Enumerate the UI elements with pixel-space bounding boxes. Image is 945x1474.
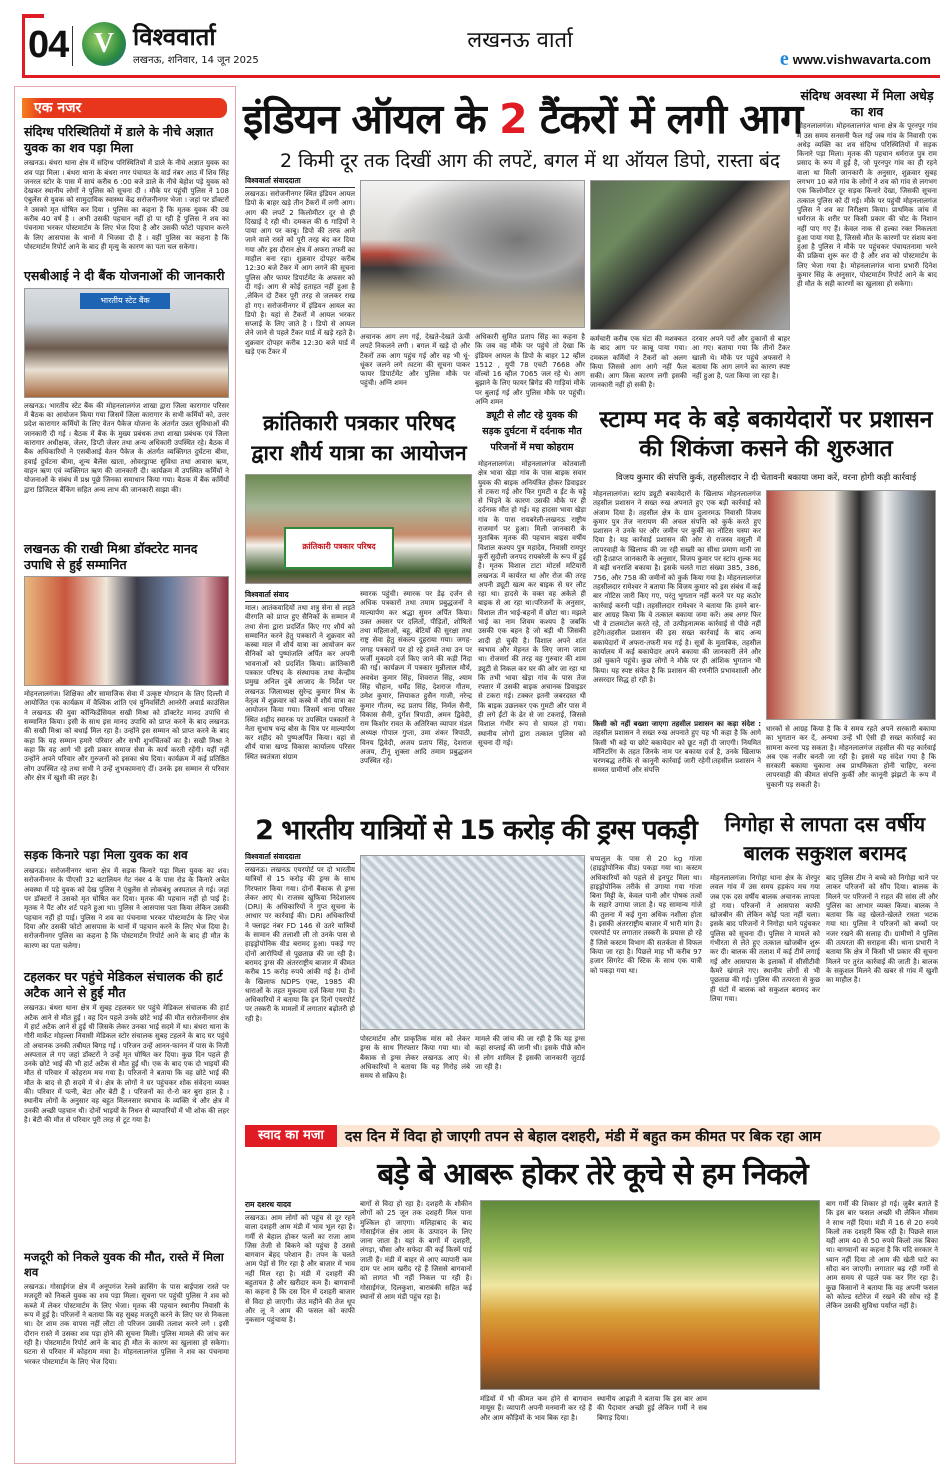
article-headline: एसबीआई ने दी बैंक योजनाओं की जानकारी (24, 268, 225, 284)
article-body: स्मारक पहुंची। स्मारक पर डेढ़ दर्जन से अधिक पत्रकारों तथा तमाम प्रबुद्धजनों ने माल्यार्पण कर श्रद्धा सुमन अर्पित किया। उक्त अवसर पर दलितों, पीड़ितों, शोषितों तथा महिलाओं, बहू, बेटियों की सुरक्षा तथा राष्ट्र सेवा हेतु संकल्प दुहराया गया। जगह-जगह पत्रकारों पर हो रहे हमले तथा उन पर फर्जी मुकदमे दर्ज किए जाने की कड़ी निंदा की गई। कार्यक्रम में पत्रकार मुन्नीलाल मौर्य, अवधेश कुमार सिंह, शिवराज सिंह, श्याम सिंह चौहान, धर्मेंद्र सिंह, देशराज गौतम, उमेश कुमार, लियाकत हुसैन गाजी, नरेन्द्र कुमार गौतम, रुद्र प्रताप सिंह, निर्मल सैनी, विकास सैनी, दुर्गेश त्रिपाठी, अमन द्विवेदी, राम किशोर रावत के अतिरिक्त व्यापार मंडल अध्यक्ष गोपाल गुप्ता, उमा शंकर त्रिपाठी, विनय द्विवेदी, अजय प्रताप सिंह, देशराज अजय, टीनू शुक्ला आदि तमाम प्रबुद्धजन उपस्थित रहे। (360, 590, 472, 766)
article-body: स्थानीय आढ़ती ने बताया कि इस बार आम की पैदावार अच्छी हुई लेकिन गर्मी ने सब बिगाड़ दिया। (597, 1395, 707, 1422)
bank-sign: भारतीय स्टेट बैंक (80, 293, 170, 309)
article-body: बाद पुलिस टीम ने बच्चे को निगोहा थाने पर लाकर परिजनों को सौंप दिया। बालक के मिलने पर परिजनों ने राहत की सांस ली और पुलिस का आभार व्यक्त किया। बालक ने बताया कि वह खेलते-खेलते रास्ता भटक गया था। पुलिस ने परिजनों को बच्चों पर नजर रखने की सलाह दी। ग्रामीणों ने पुलिस की तत्परता की सराहना की। थाना प्रभारी ने बताया कि क्षेत्र में किसी भी प्रकार की सूचना मिलने पर तुरंत कार्रवाई की जाती है। बालक के सकुशल मिलने की खबर से गांव में खुशी का माहौल है। (826, 874, 938, 985)
byline: राम दशरथ यादव (245, 1200, 355, 1212)
kranti-headline: क्रांतिकारी पत्रकार परिषद द्वारा शौर्य यात्रा का आयोजन (251, 411, 467, 465)
article-headline: मजदूरी को निकले युवक की मौत, रास्ते में मिला शव (24, 1250, 224, 1279)
article-body: अचानक आग लग गई, देखते-देखते ऊंची लपटें निकलने लगी । बगल में खड़े दो और टैंकरों तक आग पहुंच गई और वह भी धूं-धूंकर जलने लगे ।घटना की सूचना पाकर फायर डिपार्टमेंट और पुलिस मौके पर पहुंची। अग्नि शमन (360, 333, 470, 388)
article-headline: संदिग्ध अवस्था में मिला अधेड़ का शव (800, 88, 934, 119)
burnt-tankers-photo (590, 180, 790, 330)
article-body: लखनऊ। गोसाईगंज क्षेत्र में अनूपगंज रेलवे क्रासिंग के पास बाईपास रास्ते पर मजदूरी को निकले युवक का शव पड़ा मिला। सूचना पर पहुंची पुलिस ने शव को कब्जे में लेकर पोस्टमार्टम के लिए भेजा। मृतक की पहचान स्थानीय निवासी के रूप में हुई है। परिजनों ने बताया कि वह सुबह मजदूरी करने के लिए घर से निकला था। देर शाम तक वापस नहीं लौटा तो परिजन उसकी तलाश करने लगे । इसी दौरान रास्ते में उसका शव पड़ा होने की सूचना मिली। पुलिस मामले की जांच कर रही है। पोस्टमार्टम रिपोर्ट आने के बाद ही मौत के कारण का खुलासा हो सकेगा। घटना से परिवार में कोहराम मचा है। मोहनलालगंज पुलिस ने शव का पंचनामा भरकर पोस्टमार्टम के लिए भेज दिया। (24, 1283, 229, 1366)
seized-drugs-photo (360, 855, 585, 1030)
article-body: लखनऊ। सरोजनीनगर थाना क्षेत्र में सड़क किनारे पड़ा मिला युवक का शव। सरोजनीनगर के पीएसी 32 बटालियन गेट नंबर 4 के पास रोड के किनारे अचेत अवस्था में पड़े युवक को देख पुलिस ने एंबुलेंस से लोकबंधु अस्पताल ले गई। जहां पर डॉक्टरों ने उसको मृत घोषित कर दिया। मृतक की पहचान नहीं हो पाई है। मृतक ने पैंट और शर्ट पहने हुआ था। पुलिस ने आसपास पता किया लेकिन उसकी पहचान नहीं हो पाई। पुलिस ने शव का पंचनामा भरकर पोस्टमार्टम के लिए भेज दिया और उसकी फोटो आसपास के थानों में पहचान करने के लिए भेज दिया है। सरोजनीनगर पुलिस का कहना है कि पोस्टमार्टम रिपोर्ट आने के बाद ही मौत के कारण का पता चलेगा। (24, 867, 229, 950)
article-body: बागों से विदा हो रहा है। दशहरी के शौकीन लोगों को 25 जून तक दशहरी मिल पाना मुश्किल हो जाएगा। मलिहाबाद के बाद गोसाईगंज क्षेत्र आम के उत्पादन के लिए जाना जाता है। यहां के बागों में दशहरी, लंगड़ा, चौसा और सफेदा की कई किस्में पाई जाती हैं। मंडी में बाहर से आए व्यापारी कम दाम पर आम खरीद रहे हैं जिससे बागवानों को लागत भी नहीं निकल पा रही है। गोसाईगंज, दिलकुशा, बाराबंकी सहित कई स्थानों से आम मंडी पहुंच रहा है। (360, 1200, 472, 1301)
dateline: लखनऊ, शनिवार, 14 जून 2025 (133, 55, 259, 66)
section-title: लखनऊ वार्ता (467, 28, 573, 53)
article-body: धारकों से आग्रह किया है कि वे समय रहते अपने सरकारी बकाया का भुगतान कर दें, अन्यथा उन्हें भी ऐसी ही सख्त कार्रवाई का सामना करना पड़ सकता है। मोहनलालगंज तहसील की यह कार्रवाई अब एक नजीर बनती जा रही है। इससे यह संदेश गया है कि सरकारी बकाया चुकाना अब प्राथमिकता होनी चाहिए, वरना लापरवाही की कीमत संपत्ति कुर्की और कानूनी झंझटों के रूप में चुकानी पड़ सकती है। (766, 725, 936, 789)
article-body: लखनऊ। लखनऊ एयरपोर्ट पर दो भारतीय यात्रियों से 15 करोड़ की ड्रग्स के साथ गिरफ्तार किया गया। दोनों बैंकाक से ड्रग्स लेकर आए थे। राजस्व खुफिया निदेशालय (DRI) के अधिकारियों ने गुप्त सूचना के आधार पर कार्रवाई की। DRI अधिकारियों ने फ्लाइट नंबर FD 146 से उतरे यात्रियों के सामान की तलाशी ली तो उनके पास से हाइड्रोपोनिक वीड बरामद हुआ। पकड़े गए दोनों आरोपियों से पूछताछ की जा रही है। बरामद ड्रग्स की अंतरराष्ट्रीय बाजार में कीमत करीब 15 करोड़ रुपये आंकी गई है। दोनों के खिलाफ NDPS एक्ट, 1985 की धाराओं के तहत मुकदमा दर्ज किया गया है। अधिकारियों ने बताया कि इन दिनों एयरपोर्ट पर तस्करी के मामलों में लगातार बढ़ोतरी हो रही है। (245, 866, 355, 1023)
logo-icon: V (82, 22, 126, 66)
stamp-headline: स्टाम्प मद के बड़े बकायेदारों पर प्रशासन की शिकंजा कसने की शुरुआत (599, 407, 933, 462)
ek-nazar-tag: एक नजर (22, 98, 227, 118)
drugs-headline: 2 भारतीय यात्रियों से 15 करोड़ की ड्रग्स पकड़ी (255, 815, 697, 846)
swad-tag: स्वाद का मजा (245, 1125, 337, 1147)
article-headline: सड़क किनारे पड़ा मिला युवक का शव (24, 848, 188, 863)
mango-col1 (245, 1200, 355, 1464)
article-body: लखनऊ। भारतीय स्टेट बैंक की मोहनलालगंज शाखा द्वारा जिला कारागार परिसर में बैठक का आयोजन किया गया जिसमें जिला कारागार के सभी कर्मियों को, उत्तर प्रदेश कारागार कर्मियों के लिए वेतन पैकेज योजना के अंतर्गत उन्नत सुविधाओं की जानकारी दी गई । बैठक में बैंक के मुख्य प्रबंधक तथा शाखा प्रबंधक एवं जिला कारागार अधीक्षक, जेलर, डिप्टी जेलर तथा अन्य अधिकारी उपस्थित रहे। बैठक में बैंक अधिकारियों ने एसबीआई वेतन पैकेज के अंतर्गत व्यक्तिगत दुर्घटना बीमा, हवाई दुर्घटना बीमा, शून्य बैलेंस खाता, ओवरड्राफ्ट सुविधा तथा आवास ऋण, वाहन ऋण एवं व्यक्तिगत ऋण की जानकारी दी। कार्यक्रम में उपस्थित कर्मियों ने योजनाओं के संबंध में प्रश्न पूछे जिनका समाधान किया गया। बैठक में बैंक कर्मियों द्वारा डिजिटल बैंकिंग सहित अन्य लाभ की जानकारी साझा की। (24, 401, 229, 494)
article-body: मोहनलालगंज। निगोहा थाना क्षेत्र के शेरपुर लवल गांव में उस समय हड़कंप मच गया जब एक दस वर्षीय बालक अचानक लापता हो गया। परिजनों ने आसपास काफी खोजबीन की लेकिन कोई पता नहीं चला। इसके बाद परिजनों ने निगोहा थाने पहुंचकर पुलिस को सूचना दी। पुलिस ने मामले को गंभीरता से लेते हुए तत्काल खोजबीन शुरू कर दी। बालक की तलाश में कई टीमें लगाई गईं और आसपास के इलाकों में सीसीटीवी कैमरे खंगाले गए। स्थानीय लोगों से भी पूछताछ की गई। पुलिस की तत्परता से कुछ ही घंटों में बालक को सकुशल बरामद कर लिया गया। (710, 874, 820, 1003)
article-headline: लखनऊ की राखी मिश्रा डॉक्टरेट मानद उपाधि से हुई सम्मानित (24, 540, 198, 572)
page-number: 04 (28, 24, 69, 66)
award-ceremony-photo (24, 576, 229, 686)
article-body: लखनऊ। बंथरा थाना क्षेत्र में संदिग्ध परिस्थितियों में डाले के नीचे अज्ञात युवक का शव पड़ा मिला । बंथरा थाना के बंथरा नगर पंचायत के वार्ड नंबर आठ में शिव सिंह जनरल स्टोर के पास में सायं करीब 6 :00 बजे डाले के नीचे बेहोश पड़े युवक को देखकर स्थानीय लोगों ने पुलिस को सूचना दी । मौके पर पहुंची पुलिस ने 108 एंबुलेंस से युवक को सामुदायिक स्वास्थ्य केंद्र सरोजनीनगर भेजा । जहां पर डॉक्टरों ने उसको मृत घोषित कर दिया । पुलिस का कहना है कि मृतक युवक की उम्र करीब 40 वर्ष है । अभी उसकी पहचान नहीं हो पा रही है पुलिस ने शव का पंचनामा भरकर पोस्टमार्टम के लिए भेज दिया है और उसकी फोटो पहचान करने के लिए आसपास के थानों में भिजवा दी है । वहीं पुलिस का कहना है कि पोस्टमार्टम रिपोर्ट आने के बाद ही मृत्यु के कारण का पता चल सकेगा। (24, 159, 229, 251)
event-banner: क्रांतिकारी पत्रकार परिषद (284, 527, 394, 569)
main-story-col1 (245, 176, 355, 398)
duty-accident-article (478, 408, 586, 795)
article-headline: ड्यूटी से लौट रहे युवक की सड़क दुर्घटना में दर्दनाक मौत परिजनों में मचा कोहराम (482, 410, 582, 453)
stamp-col1 (593, 490, 761, 797)
article-body: माल। आतंकवादियों तथा शत्रु सेना से लड़ते वीरगति को प्राप्त हुए सैनिकों के सम्मान में तथा सेना द्वारा प्रदर्शित किए गए शौर्य को सम्मानित करने हेतु पत्रकारों ने शुक्रवार को कस्बा माल में शौर्य यात्रा का आयोजन कर सैनिकों को पुष्पांजलि अर्पित कर अपनी भावनाओं को प्रदर्शित किया। क्रांतिकारी पत्रकार परिषद के संस्थापक तथा केन्द्रीय प्रमुख अनिल दुबे आजाद के निर्देश पर लखनऊ जिलाध्यक्ष सुरेन्द्र कुमार मिश्र के नेतृत्व में शुक्रवार को कस्बे में शौर्य यात्रा का आयोजन किया गया। जिसमें थाना परिसर स्थित शहीद स्मारक पर उपस्थित पत्रकारों ने नेता सुभाष चन्द्र बोस के चित्र पर माल्यार्पण कर शहीद को पुष्पअर्पित किया। वहां से शौर्य यात्रा खण्ड विकास कार्यालय परिसर स्थित स्वतंत्रता संग्राम (245, 604, 355, 761)
masthead-accent (22, 14, 44, 18)
officials-inspection-photo (766, 490, 936, 720)
shaurya-yatra-photo (245, 474, 472, 584)
headline-number: 2 (499, 95, 527, 143)
browser-icon: e (779, 48, 789, 70)
main-headline (243, 90, 803, 146)
article-body: मंडियों में भी कीमत कम होने से बागवान मायूस हैं। व्यापारी अपनी मनमानी कर रहे हैं और आम कौड़ियों के भाव बिक रहा है। (480, 1395, 592, 1422)
swad-banner-text: दस दिन में विदा हो जाएगी तपन से बेहाल दशहरी, मंडी में बहुत कम कीमत पर बिक रहा आम (345, 1129, 822, 1145)
divider (72, 26, 73, 66)
kranti-col1 (245, 590, 355, 796)
article-body: लखनऊ। बंथरा थाना क्षेत्र में सुबह टहलकर घर पहुंचे मेडिकल संचालक की हार्ट अटैक आने से मौत हुई । वह दिन पहले उनके छोटे भाई की मौत सरोजनीनगर क्षेत्र में हार्ट अटैक आने से हुई थी जिसके लेकर उनका भाई सदमे में था। बंथरा थाना के गौरी मार्केट मोहल्ला निवासी मेडिकल स्टोर संचालक सुबह टहलने के बाद घर पहुंचे तो अचानक उनकी तबीयत बिगड़ गई । परिजन उन्हें आनन-फानन में पास के निजी अस्पताल ले गए जहां डॉक्टरों ने उन्हें मृत घोषित कर दिया। कुछ दिन पहले ही उनके छोटे भाई की भी हार्ट अटैक से मौत हुई थी। एक के बाद एक दो भाइयों की मौत से परिवार में कोहराम मच गया है। परिजनों ने बताया कि वह छोटे भाई की मौत के बाद से ही सदमे में थे। क्षेत्र के लोगों ने घर पहुंचकर शोक संवेदना व्यक्त की। परिवार में पत्नी, बेटा और बेटी हैं । परिजनों का रो-रो कर बुरा हाल है । स्थानीय लोगों के अनुसार वह बहुत मिलनसार स्वभाव के व्यक्ति थे और क्षेत्र में उनकी अच्छी पहचान थी। दोनों भाइयों के निधन से व्यापारियों में भी शोक की लहर है। बेटी की मौत से परिवार पूरी तरह से टूट गया है। (24, 1004, 229, 1124)
website-link[interactable] (780, 48, 931, 71)
headline-text: इंडियन ऑयल के (243, 95, 500, 143)
drugs-col1 (245, 852, 355, 1111)
mango-market-photo (480, 1200, 820, 1390)
article-body: मोहनलालगंज। शिक्षिका और सामाजिक सेवा में उत्कृष्ट योगदान के लिए दिल्ली में आयोजित एक कार्यक्रम में वैश्विक शांति एवं युनिवर्सिटी आनरेरी अवार्ड काउंसिल ने लखनऊ की युवा कॉन्फिडेंसियल सखी मिश्रा को डॉक्टरेट मानद उपाधि से सम्मानित किया। इसी के साथ इस मानद उपाधि को प्राप्त करने के बाद लखनऊ की सखी मिश्रा को बधाई मिल रहा है। उन्होंने इस सम्मान को प्राप्त करने के बाद कहा कि यह सम्मान हमारे परिवार और सभी शुभचिंतकों का है। सखी मिश्रा ने कहा कि वह आगे भी इसी प्रकार समाज सेवा के कार्य करती रहेंगी। यहीं नहीं उन्होंने अपने परिवार और गुरुजनों को इसका श्रेय दिया। कार्यक्रम में कई प्रतिष्ठित लोग उपस्थित रहे तथा सभी ने उन्हें शुभकामनाएं दीं। उनके इस सम्मान से परिवार और क्षेत्र में खुशी की लहर है। (24, 690, 229, 782)
sbi-meeting-photo (24, 288, 229, 398)
brief-article-1 (24, 124, 229, 1451)
tanker-fire-photo (360, 180, 585, 328)
article-body: बाग गर्मी की शिकार हो गई। जुबैर बताते हैं कि इस बार फसल अच्छी थी लेकिन मौसम ने साथ नहीं दिया। मंडी में 16 से 20 रुपये किलो तक दशहरी बिक रही है। पिछले साल यही आम 40 से 50 रुपये किलो तक बिका था। बागवानों का कहना है कि यदि सरकार ने ध्यान नहीं दिया तो आम की खेती घाटे का सौदा बन जाएगी। लगातार बढ़ रही गर्मी से आम समय से पहले पक कर गिर रहा है। कुछ किसानों ने बताया कि वह अपनी फसल को कोल्ड स्टोरेज में रखने की सोच रहे हैं लेकिन उसकी सुविधा पर्याप्त नहीं है। (826, 1200, 938, 1311)
article-body: पोस्टमार्टम और प्राकृतिक मांस को लेकर ड्रग्स के साथ गिरफ्तार किया गया था। वो बैंकाक से ड्रग्स लेकर लखनऊ आए थे। अधिकारियों ने बताया कि यह गिरोह लंबे समय से सक्रिय है। (360, 1035, 470, 1081)
right-brief-article (797, 88, 937, 392)
article-text: तहसील प्रशासन ने सख्त रुख अपनाते हुए यह भी कहा है कि आगे किसी भी बड़े या छोटे बकायेदार को छूट नहीं दी जाएगी। नियमित मॉनिटरिंग के तहत जिनके नाम पर बकाया दर्ज है, उनके खिलाफ चरणबद्ध तरीके से कानूनी कार्रवाई जारी रहेगी।तहसील प्रशासन ने समस्त ग्रामीणों और संपत्ति (593, 729, 761, 775)
article-body: मोहनलालगंज। मोहनलालगंज थाना क्षेत्र के पूरनपुर गांव में उस समय सनसनी फैल गई जब गांव के निवासी एक अधेड़ व्यक्ति का शव संदिग्ध परिस्थितियों में सड़क किनारे पड़ा मिला। मृतक की पहचान धर्मराज पुत्र राम प्रसाद के रूप में हुई है, जो पूरनपुर गांव का ही रहने वाला था मिली जानकारी के अनुसार, शुक्रवार सुबह लगभग 10 बजे गांव के लोगों ने शव को गांव से लगभग एक किलोमीटर दूर सड़क किनारे देखा, जिसकी सूचना तत्काल पुलिस को दी गई। मौके पर पहुंची मोहनलालगंज पुलिस ने शव का निरीक्षण किया। प्राथमिक जांच में धर्मराज के शरीर पर किसी प्रकार की चोट के निशान नहीं पाए गए हैं। केवल नाक से हल्का रक्त निकलता हुआ पाया गया है, जिससे मौत के कारणों पर संशय बना हुआ है पुलिस ने मौके पर पहुंचकर पंचायतनामा भरने की प्रक्रिया शुरू कर दी है और शव को पोस्टमार्टम के लिए भेजा गया है। मोहनलालगंज थाना प्रभारी दिनेश कुमार सिंह के अनुसार, पोस्टमार्टम रिपोर्ट आने के बाद ही मौत के सही कारणों का खुलासा हो सकेगा। (797, 122, 937, 289)
main-subheadline: 2 किमी दूर तक दिखीं आग की लपटें, बगल में था ऑयल डिपो, रास्ता बंद (280, 150, 780, 172)
article-body: कर्मचारी करीब एक घंटा की मशक्कत के बाद आग पर काबू पाया गया। दमकल कर्मियों ने टैंकरों को अलग किया जिससे आग आगे नहीं फैल सकी। आग किस कारण लगी इसकी जानकारी नहीं हो सकी है। (590, 335, 687, 390)
headline-text: टैंकरों में लगी आग (526, 95, 803, 143)
brand-name: विश्ववार्ता (133, 23, 216, 51)
mango-headline: बड़े बे आबरू होकर तेरे कूचे से हम निकले (377, 1157, 808, 1192)
byline: विश्ववार्ता संवाददाता (245, 852, 355, 864)
subhead: किसी को नहीं बख्शा जाएगा तहसील प्रशासन का कड़ा संदेश : (593, 720, 761, 728)
byline: विश्ववार्ता संवाद (245, 590, 355, 602)
article-body: मोहनलालगंज। मोहनलालगंज कोतवाली क्षेत्र भावा खेड़ा गांव के पास बाइक सवार युवक की बाइक अनियंत्रित होकर डिवाइडर से टकरा गई और फिर गुमटी व ईंट के चट्टे से भिड़ने के कारण उसकी मौके पर ही दर्दनाक मौत हो गई। यह हादसा भावा खेड़ा गांव के पास रायबरेली-लखनऊ राष्ट्रीय राजमार्ग पर हुआ। मिली जानकारी के मुताबिक मृतक की पहचान बाइस वर्षीय विशाल कश्यप पुत्र महादेव, निवासी रामपुर कुर्री सुदौली जनपद रायबरेली के रूप में हुई है। मृतक विशाल टाटा मोटर्स मटियारी लखनऊ में कार्यरत था और रोज की तरह अपनी ड्यूटी खत्म कर बाइक से घर लौट रहा था। हादसे के वक्त वह अकेले ही बाइक से आ रहा था।परिजनों के अनुसार, विशाल तीन भाई-बहनों में छोटा था। मझले भाई का नाम शिवम कश्यप है जबकि उसकी एक बहन है जो बड़ी थी जिसकी शादी हो चुकी है। विशाल अपने शांत स्वभाव और मेहनत के लिए जाना जाता था। रोजमर्रा की तरह वह गुरुवार की शाम ड्यूटी से निकल कर घर की ओर जा रहा था कि तभी भावा खेड़ा गांव के पास तेज रफ्तार में उसकी बाइक अचानक डिवाइडर से टकरा गई। टक्कर इतनी जबरदस्त थी कि बाइक उछलकर एक गुमटी और पास में ही लगे ईंटों के ढेर से जा टकराई, जिससे विशाल गंभीर रूप से घायल हो गया। स्थानीय लोगों द्वारा तत्काल पुलिस को सूचना दी गई। (478, 460, 586, 747)
byline: विश्ववार्ता संवाददाता (245, 176, 355, 188)
article-body: लखनऊ। सरोजनीनगर स्थित इंडियन आयल डिपो के बाहर खड़े तीन टैंकरों में लगी आग। आग की लपटें 2 किलोमीटर दूर से ही दिखाई दे रही थी। दमकल की 6 गाड़ियों ने पाया आग पर काबू। डिपो की तरफ आने जाने वाले रास्ते को पूरी तरह बंद कर दिया गया और इस दौरान क्षेत्र में अफरा तफरी का माहौल बना रहा। शुक्रवार दोपहर करीब 12:30 बजे टैंकर में आग लगने की सूचना पुलिस और फायर डिपार्टमेंट के अफसर को दी गई। आग से कोई हताहत नहीं हुआ है ,लेकिन दो टैंकर पूरी तरह से जलकर राख हो गए। सरोजनीनगर में इंडियन आयल का डिपो है। यहां से टैंकरों में आयल भरकर सप्लाई के लिए जाते है । डिपो से आयल लेने जाने से पहले टैंकर यार्ड में खड़े रहते है। शुक्रवार दोपहर करीब 12:30 बजे यार्ड में खड़े एक टैंकर में (245, 190, 355, 357)
nigoha-headline: निगोहा से लापता दस वर्षीय बालक सकुशल बरामद (724, 812, 926, 865)
website-url[interactable]: www.vishwavarta.com (792, 52, 931, 67)
article-body (593, 720, 761, 797)
article-body: चप्पलूल के पास से 20 kg गांजा (हाइड्रोपोनिक वीड) पकड़ा गया था। कस्टम अधिकारियों को पहले से इनपुट मिला था। हाइड्रोपोनिक तरीके से उगाया गया गांजा बिना मिट्टी के, केवल पानी और पोषक तत्वों के सहारे उगाया जाता है। यह सामान्य गांजे की तुलना में कई गुना अधिक नशीला होता है। इसकी अंतरराष्ट्रीय बाजार में भारी मांग है। एयरपोर्ट पर लगातार तस्करी के प्रयास हो रहे हैं जिसे कस्टम विभाग की सतर्कता से विफल किया जा रहा है। पिछले माह भी करीब 97 हजार सिगरेट की स्टिक के साथ एक यात्री को पकड़ा गया था। (590, 855, 702, 975)
article-headline: संदिग्ध परिस्थितियों में डाले के नीचे अज्ञात युवक का शव पड़ा मिला (24, 124, 214, 155)
article-body: मामले की जांच की जा रही है कि यह ड्रग्स कहां सप्लाई की जानी थी। इसके पीछे कौन से लोग शामिल हैं इसकी जानकारी जुटाई जा रही है। (475, 1035, 585, 1071)
article-body: मोहनलालगंज। स्टांप ड्यूटी बकायेदारों के खिलाफ मोहनलालगंज तहसील प्रशासन ने सख्त रुख अपनाते हुए एक बड़ी कार्रवाई को अंजाम दिया है। तहसील क्षेत्र के ग्राम दुलारमऊ निवासी विजय कुमार पुत्र तेज नारायण की अचल संपत्ति को कुर्क करते हुए प्रशासन ने उनके घर और जमीन पर कुर्की का नोटिस चस्पा कर दिया है। यह कार्रवाई प्रशासन की ओर से राजस्व वसूली में लापरवाही के खिलाफ की जा रही सख्ती का सीधा प्रमाण मानी जा रही है।प्राप्त जानकारी के अनुसार, विजय कुमार पर स्टांप शुल्क मद में बड़ी धनराशि बकाया है। इसके चलते गाटा संख्या 385, 386, 756, और 758 की जमीनों को कुर्क किया गया है। मोहनलालगंज तहसीलदार रामेश्वर ने बताया कि विजय कुमार को इस संबंध में कई बार नोटिस जारी किए गए, परंतु भुगतान नहीं करने पर यह कठोर कार्रवाई करनी पड़ी। तहसीलदार रामेश्वर ने बताया कि हमने बार-बार आग्रह किया कि वे तत्काल बकाया जमा करें। अब अगर फिर भी वे टालमटोल करते रहे, तो उत्पीड़नात्मक कार्रवाई से पीछे नहीं हटेंगे।तहसील प्रशासन की इस सख्त कार्रवाई के बाद अन्य बकायेदारों में अफरा-तफरी मच गई है। सूत्रों के मुताबिक, तहसील कार्यालय में कई बकायेदार अपने बकाया की जानकारी लेने और उसे चुकाने पहुंचे। कुछ लोगों ने मौके पर ही आंशिक भुगतान भी किया। यह स्पष्ट संकेत है कि प्रशासन की रणनीति प्रभावशाली और असरदार सिद्ध हो रही है। (593, 490, 761, 684)
article-body: लखनऊ। आम लोगों को पहुंच से दूर रहने वाला दशहरी आम मंडी में भाव भूल रहा है। गर्मी से बेहाल होकर फलों का राजा आम जिस तेजी से बिकने को पहुंचा है उससे बागवान बेहद परेशान हैं। तपन के चलते आम पेड़ों से गिर रहा है और बाजार में भाव नहीं मिल रहा है। मंडी में दशहरी की बहुतायत है और खरीदार कम हैं। बागवानों का कहना है कि दस दिन में दशहरी बाजार से विदा हो जाएगी। जेठ महीने की तेज धूप और लू ने आम की फसल को काफी नुकसान पहुंचाया है। (245, 1214, 355, 1325)
article-body: अधिकारी सुमित प्रताप सिंह का कहना है कि जब वह मौके पर पहुंचे तो देखा कि इंडियन आयल के डिपो के बाहर 12 व्हील 1512 , यूपी 78 एचटी 7668 और वॉल्वो 16 व्हील 7065 जल रहे थे। आग बुझाने के लिए फायर ब्रिगेड की गाड़ियां मौके पर बुलाई गई और पुलिस मौके पर पहुंची। अग्नि शमन (475, 333, 585, 407)
article-body: दरवार अपने परों और दुकानों से बाहर आ गए। बताया गया कि तीनों टैंकर खाली थे। मौके पर पहुंचे अफसरों ने बताया कि आग लगने का कारण स्पष्ट नहीं हुआ है, पता किया जा रहा है। (692, 335, 790, 381)
stamp-subheadline: विजय कुमार की संपत्ति कुर्क, तहसीलदार ने दी चेतावनी बकाया जमा करें, वरना होगी कड़ी कार्रवाई (615, 473, 917, 483)
article-headline: टहलकर घर पहुंचे मेडिकल संचालक की हार्ट अटैक आने से हुई मौत (24, 969, 223, 1000)
